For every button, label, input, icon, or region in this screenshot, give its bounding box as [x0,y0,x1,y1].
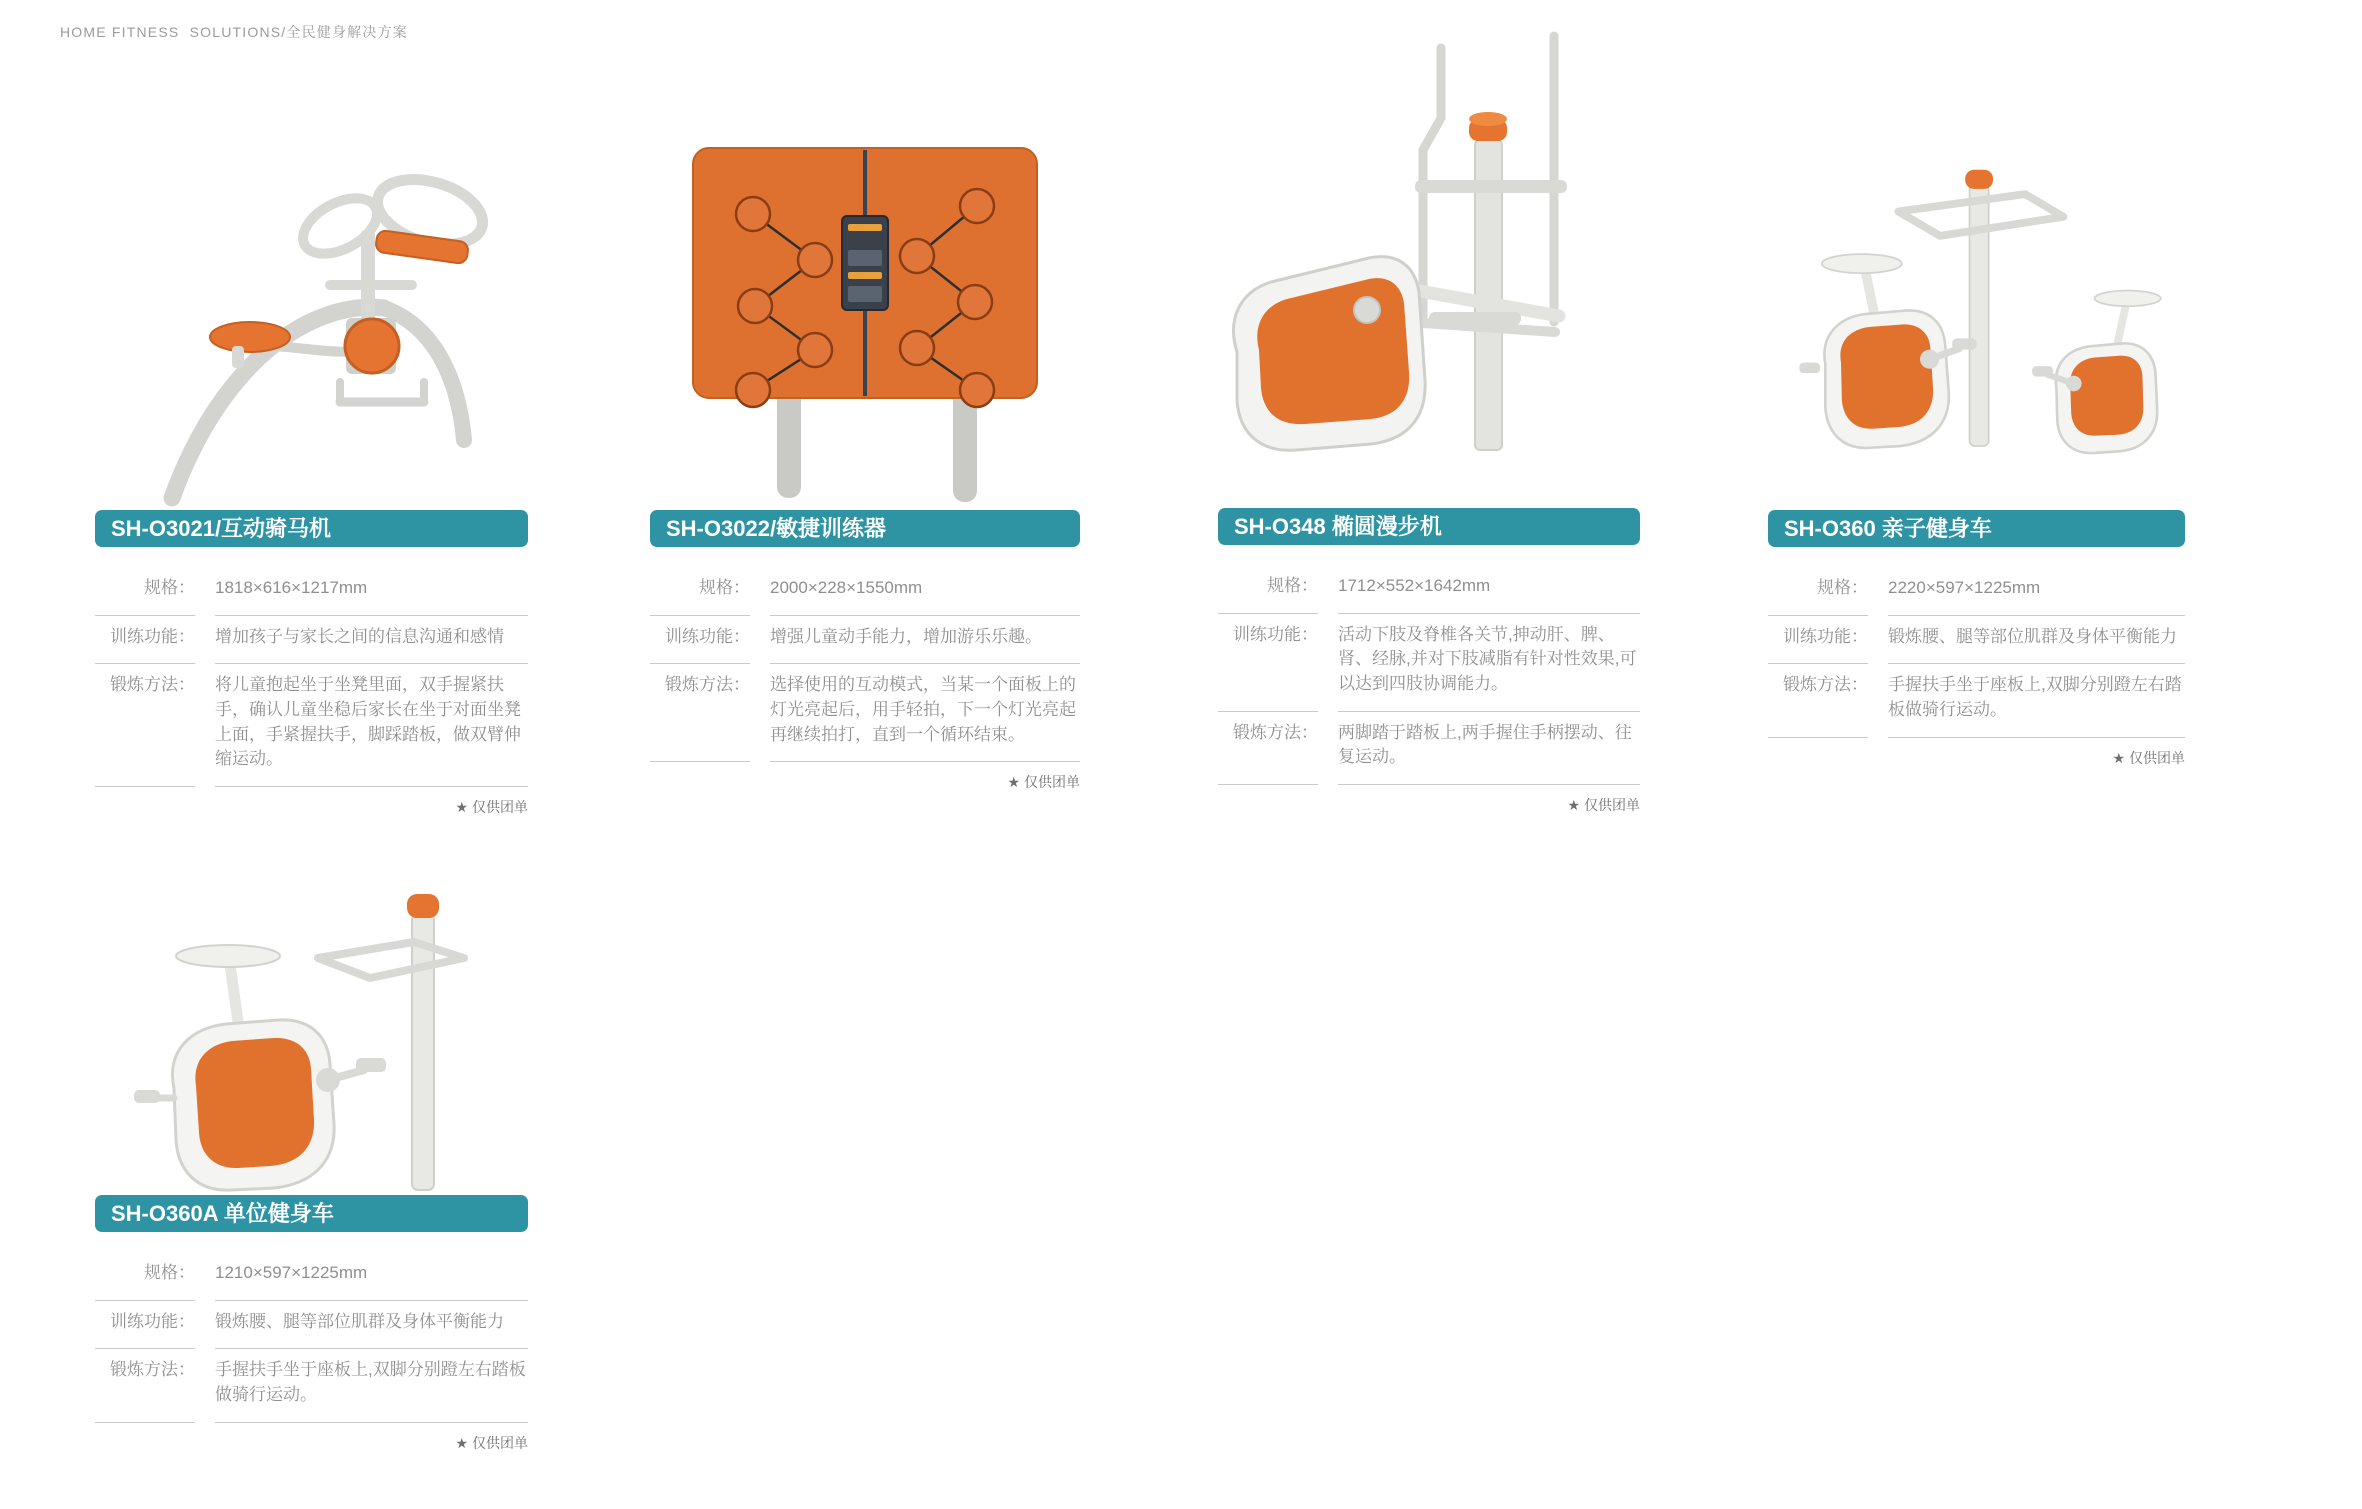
function-label: 训练功能： [95,616,195,665]
spec-row-size [650,567,1080,616]
method-label: 锻炼方法： [1218,712,1318,785]
function-label: 训练功能： [1218,614,1318,712]
product-image [650,95,1080,510]
method-label: 锻炼方法： [95,664,195,787]
column-gap [195,1252,215,1301]
product-image [1218,18,1640,508]
agility-trainer-illustration [665,100,1065,510]
group-order-note: ★ 仅供团单 [1567,796,1640,813]
spec-row-function [95,616,528,665]
spec-row-size [1218,565,1640,614]
spec-label: 规格： [1218,565,1318,614]
page-header: HOME FITNESS SOLUTIONS/全民健身解决方案 [60,24,408,40]
spec-row-method [650,664,1080,762]
spec-row-method [95,1349,528,1422]
spec-row-function [1768,616,2185,665]
column-gap [1318,565,1338,614]
spec-table [95,567,528,787]
group-order-note: ★ 仅供团单 [455,1434,528,1451]
function-label: 训练功能： [650,616,750,665]
column-gap [1318,712,1338,785]
product-title: SH-O348 椭圆漫步机 [1234,514,1442,539]
method-value: 选择使用的互动模式，当某一个面板上的灯光亮起后，用手轻拍，下一个灯光亮起再继续拍打，直到一个循环结束。 [770,664,1080,762]
function-value: 锻炼腰、腿等部位肌群及身体平衡能力 [1888,616,2185,665]
product-title: SH-O360 亲子健身车 [1784,516,1992,541]
spec-row-function [650,616,1080,665]
spec-row-size [95,567,528,616]
spec-table [95,1252,528,1423]
group-order-note: ★ 仅供团单 [2112,749,2185,766]
parent-child-bike-illustration [1768,105,2185,510]
spec-label: 规格： [95,567,195,616]
column-gap [195,664,215,787]
spec-table [1768,567,2185,738]
spec-row-size [95,1252,528,1301]
spec-row-size [1768,567,2185,616]
spec-label: 规格： [1768,567,1868,616]
column-gap [195,616,215,665]
spec-value: 1818×616×1217mm [215,567,528,616]
method-label: 锻炼方法： [650,664,750,762]
function-label: 训练功能： [1768,616,1868,665]
spec-row-method [1218,712,1640,785]
riding-machine-illustration [132,140,492,510]
product-card [95,140,528,817]
method-value: 将儿童抱起坐于坐凳里面，双手握紧扶手，确认儿童坐稳后家长在坐于对面坐凳上面，手紧握扶手，脚踩踏板，做双臂伸缩运动。 [215,664,528,787]
function-value: 锻炼腰、腿等部位肌群及身体平衡能力 [215,1301,528,1350]
product-title: SH-O3022/敏捷训练器 [666,516,887,541]
spec-row-method [1768,664,2185,737]
product-title-bar [95,510,528,547]
spec-label: 规格： [95,1252,195,1301]
product-image [1768,100,2185,510]
spec-table [650,567,1080,762]
single-bike-illustration [112,830,512,1195]
function-label: 训练功能： [95,1301,195,1350]
product-title-bar [1768,510,2185,547]
product-card [1218,18,1640,815]
spec-label: 规格： [650,567,750,616]
spec-value: 1210×597×1225mm [215,1252,528,1301]
function-value: 活动下肢及脊椎各关节,抻动肝、脾、肾、经脉,并对下肢减脂有针对性效果,可以达到四肢协调能力。 [1338,614,1640,712]
product-card [95,825,528,1453]
product-title-bar [95,1195,528,1232]
product-title-bar [1218,508,1640,545]
spec-value: 2220×597×1225mm [1888,567,2185,616]
spec-value: 2000×228×1550mm [770,567,1080,616]
group-order-note: ★ 仅供团单 [1007,774,1080,791]
product-card [650,95,1080,792]
spec-row-method [95,664,528,787]
spec-row-function [1218,614,1640,712]
spec-value: 1712×552×1642mm [1338,565,1640,614]
product-title: SH-O3021/互动骑马机 [111,516,332,541]
elliptical-walker-illustration [1219,20,1639,508]
column-gap [750,567,770,616]
function-value: 增强儿童动手能力，增加游乐乐趣。 [770,616,1080,665]
method-value: 手握扶手坐于座板上,双脚分别蹬左右踏板做骑行运动。 [215,1349,528,1422]
column-gap [195,1349,215,1422]
column-gap [195,1301,215,1350]
product-image [95,825,528,1195]
spec-table [1218,565,1640,785]
column-gap [1868,664,1888,737]
method-value: 两脚踏于踏板上,两手握住手柄摆动、往复运动。 [1338,712,1640,785]
product-card [1768,100,2185,768]
column-gap [1868,567,1888,616]
column-gap [195,567,215,616]
method-label: 锻炼方法： [95,1349,195,1422]
product-title: SH-O360A 单位健身车 [111,1201,334,1226]
function-value: 增加孩子与家长之间的信息沟通和感情 [215,616,528,665]
column-gap [750,616,770,665]
column-gap [1318,614,1338,712]
group-order-note: ★ 仅供团单 [455,798,528,815]
spec-row-function [95,1301,528,1350]
column-gap [750,664,770,762]
method-label: 锻炼方法： [1768,664,1868,737]
product-title-bar [650,510,1080,547]
column-gap [1868,616,1888,665]
method-value: 手握扶手坐于座板上,双脚分别蹬左右踏板做骑行运动。 [1888,664,2185,737]
product-image [95,140,528,510]
